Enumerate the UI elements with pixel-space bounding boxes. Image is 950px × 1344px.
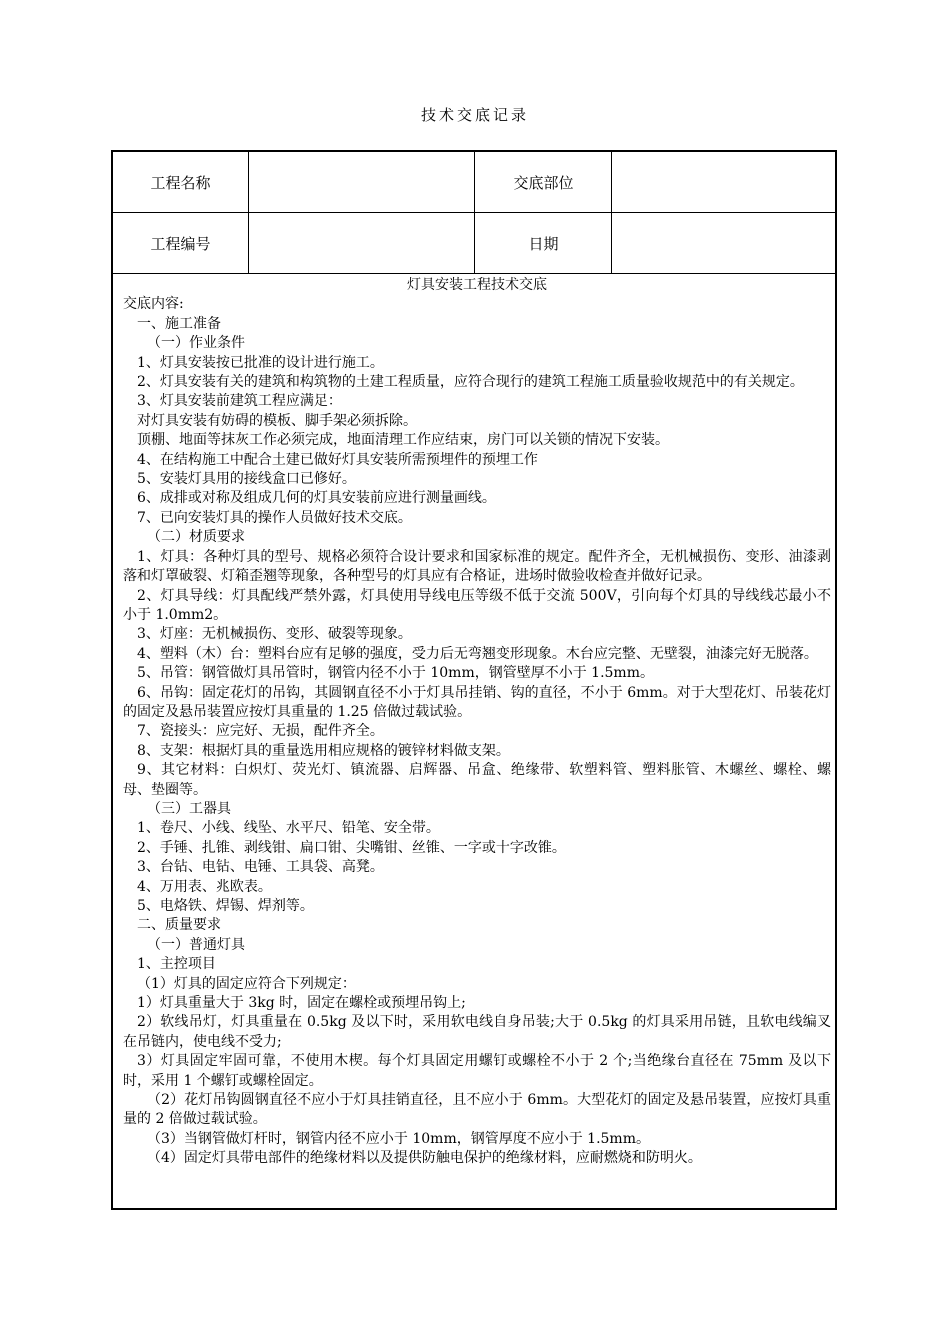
content-line: 2）软线吊灯，灯具重量在 0.5kg 及以下时，采用软电线自身吊装;大于 0.5kg 的灯具采用吊链，且软电线编叉在吊链内，使电线不受力; bbox=[123, 1014, 831, 1050]
content-line: 3、灯座：无机械损伤、变形、破裂等现象。 bbox=[137, 626, 412, 643]
content-line: 3、台钻、电钻、电锤、工具袋、高凳。 bbox=[137, 859, 384, 876]
content-heading: 灯具安装工程技术交底 bbox=[407, 277, 547, 293]
content-line: 7、已向安装灯具的操作人员做好技术交底。 bbox=[137, 509, 412, 526]
part-field[interactable] bbox=[613, 152, 835, 212]
content-line: 顶棚、地面等抹灰工作必须完成，地面清理工作应结束，房门可以关锁的情况下安装。 bbox=[137, 432, 669, 449]
content-line: 二、质量要求 bbox=[137, 917, 221, 934]
content-line: （一）作业条件 bbox=[147, 335, 245, 352]
project-name-label: 工程名称 bbox=[113, 152, 249, 212]
date-field[interactable] bbox=[613, 213, 835, 273]
content-line: 1）灯具重量大于 3kg 时，固定在螺栓或预埋吊钩上; bbox=[137, 995, 466, 1012]
part-label: 交底部位 bbox=[476, 152, 612, 212]
content-line: 一、施工准备 bbox=[137, 315, 221, 332]
content-line: 6、吊钩：固定花灯的吊钩，其圆钢直径不小于灯具吊挂销、钩的直径，不小于 6mm。对于大型花灯、吊装花灯的固定及悬吊装置应按灯具重量的 1.25 倍做过载试验。 bbox=[123, 684, 831, 720]
content-line: 5、安装灯具用的接线盒口已修好。 bbox=[137, 471, 356, 488]
content-line: 5、电烙铁、焊锡、焊剂等。 bbox=[137, 898, 314, 914]
content-line: （4）固定灯具带电部件的绝缘材料以及提供防触电保护的绝缘材料，应耐燃烧和防明火。 bbox=[147, 1150, 702, 1167]
disclosure-form bbox=[111, 150, 837, 1210]
content-line: 交底内容: bbox=[123, 296, 184, 313]
content-line: 2、灯具安装有关的建筑和构筑物的土建工程质量，应符合现行的建筑工程施工质量验收规范中的有关规定。 bbox=[137, 374, 804, 391]
content-line: （三）工器具 bbox=[147, 800, 231, 817]
content-line: 4、万用表、兆欧表。 bbox=[137, 878, 272, 895]
content-line: 1、灯具：各种灯具的型号、规格必须符合设计要求和国家标准的规定。配件齐全，无机械损伤、变形、油漆剥落和灯罩破裂、灯箱歪翘等现象，各种型号的灯具应有合格证，进场时做验收检查并做好记录。 bbox=[123, 548, 831, 585]
content-line: 1、灯具安装按已批准的设计进行施工。 bbox=[137, 354, 384, 371]
content-line: 6、成排或对称及组成几何的灯具安装前应进行测量画线。 bbox=[137, 490, 496, 507]
project-no-field[interactable] bbox=[250, 213, 475, 273]
content-line: （1）灯具的固定应符合下列规定： bbox=[137, 975, 356, 992]
content-line: 对灯具安装有妨碍的模板、脚手架必须拆除。 bbox=[137, 412, 417, 429]
content-line: （二）材质要求 bbox=[147, 529, 245, 546]
date-label: 日期 bbox=[476, 213, 612, 273]
project-name-field[interactable] bbox=[250, 152, 475, 212]
header-row-2 bbox=[113, 213, 835, 274]
content-line: 4、塑料（木）台：塑料台应有足够的强度，受力后无弯翘变形现象。木台应完整、无壁裂，油漆完好无脱落。 bbox=[137, 645, 818, 662]
content-line: （2）花灯吊钩圆钢直径不应小于灯具挂销直径，且不应小于 6mm。大型花灯的固定及悬吊装置，应按灯具重量的 2 倍做过载试验。 bbox=[123, 1092, 831, 1128]
content-line: （一）普通灯具 bbox=[147, 936, 245, 953]
disclosure-content bbox=[123, 276, 831, 1169]
content-line: 1、卷尺、小线、线坠、水平尺、铅笔、安全带。 bbox=[137, 820, 440, 837]
document-title: 技术交底记录 bbox=[420, 106, 529, 124]
content-line: 3、灯具安装前建筑工程应满足： bbox=[137, 393, 342, 410]
content-line: 7、瓷接头：应完好、无损，配件齐全。 bbox=[137, 723, 384, 740]
project-no-label: 工程编号 bbox=[113, 213, 249, 273]
content-line: 1、主控项目 bbox=[137, 956, 216, 973]
header-row-1 bbox=[113, 152, 835, 213]
content-line: 2、灯具导线：灯具配线严禁外露，灯具使用导线电压等级不低于交流 500V，引向每个灯具的导线线芯最小不小于 1.0mm2。 bbox=[123, 587, 831, 623]
content-line: 2、手锤、扎锥、剥线钳、扁口钳、尖嘴钳、丝锥、一字或十字改锥。 bbox=[137, 839, 566, 856]
content-line: （3）当钢管做灯杆时，钢管内径不应小于 10mm，钢管厚度不应小于 1.5mm。 bbox=[147, 1130, 650, 1147]
content-line: 8、支架：根据灯具的重量选用相应规格的镀锌材料做支架。 bbox=[137, 742, 510, 759]
content-line: 3）灯具固定牢固可靠，不使用木楔。每个灯具固定用螺钉或螺栓不小于 2 个;当绝缘台直径在 75mm 及以下时，采用 1 个螺钉或螺栓固定。 bbox=[123, 1053, 831, 1089]
content-line: 5、吊管：钢管做灯具吊管时，钢管内径不小于 10mm，钢管壁厚不小于 1.5mm。 bbox=[137, 665, 654, 682]
content-line: 4、在结构施工中配合土建已做好灯具安装所需预埋件的预埋工作 bbox=[137, 451, 538, 468]
content-line: 9、其它材料：白炽灯、荧光灯、镇流器、启辉器、吊盒、绝缘带、软塑料管、塑料胀管、木螺丝、螺栓、螺母、垫圈等。 bbox=[123, 762, 831, 798]
